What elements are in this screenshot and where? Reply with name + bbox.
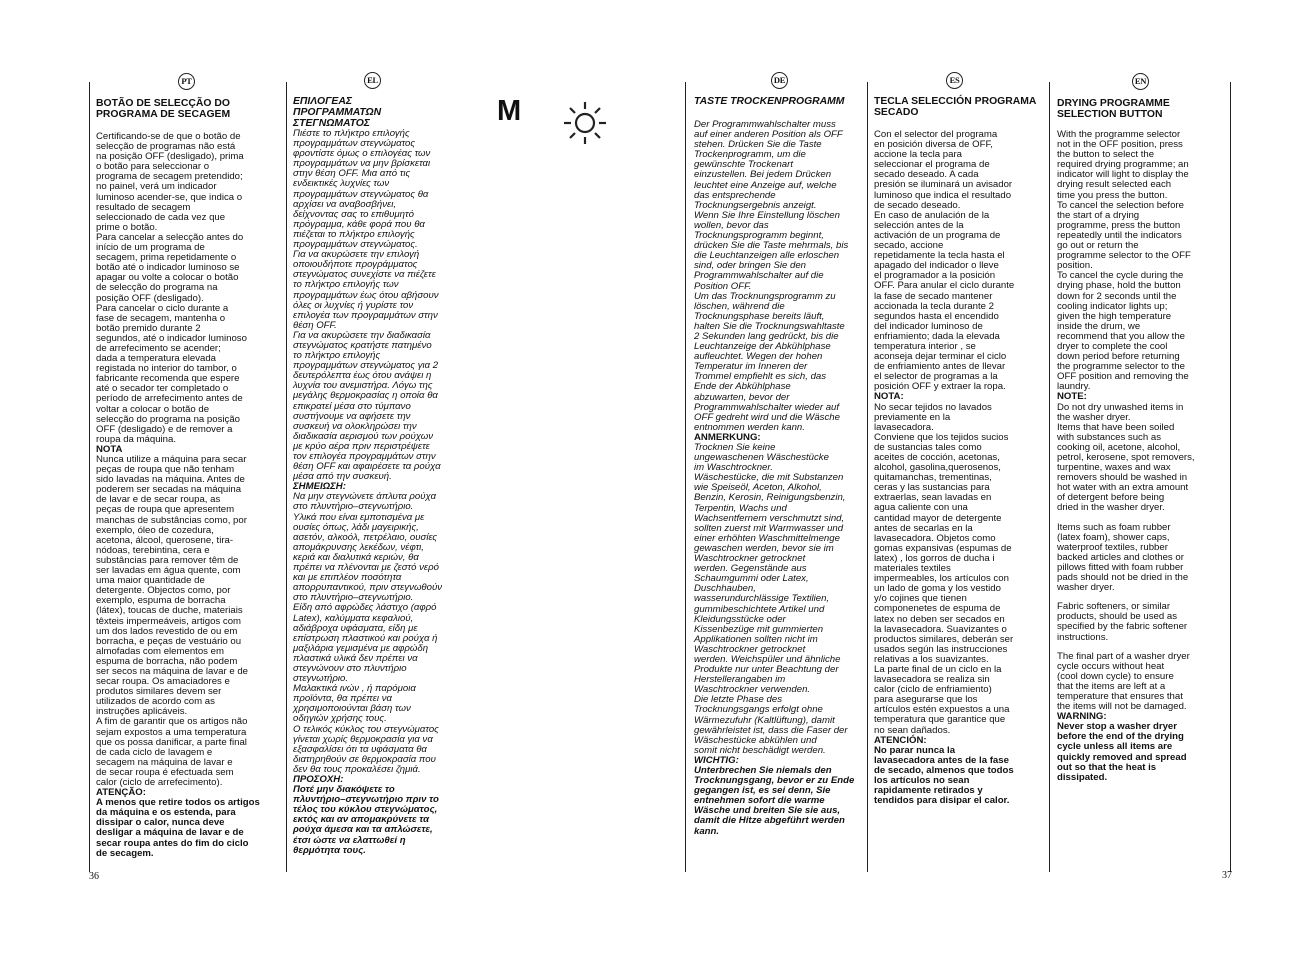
warning-label: ATENÇÃO:	[96, 787, 146, 799]
column-el	[293, 96, 469, 856]
column-rule	[1230, 82, 1231, 872]
column-pt	[96, 98, 282, 859]
note-body: Nunca utilize a máquina para secar peças de roupa que não tenham sido lavadas na máquina. Antes de poderem ser secadas na máquina de lavar e de secar roupa, as peças de roupa que apresentem manchas de substâncias como, por exemplo, óleo de cozedura, acetona, álcool, querosene, tira- nódoas, terebintina, cera e substâncias para remover têm de ser lavadas em água quente, com uma maior quantidade de detergente. Objectos como, por exemplo, espuma de borracha (látex), toucas de duche, materiais têxteis impermeáveis, artigos com um dos lados revestido de ou em borracha, e peças de vestuário ou almofadas com elementos em espuma de borracha, não podem ser secos na máquina de lavar e de secar roupa. Os amaciadores e produtos similares devem ser utilizados de acordo com as instruções aplicáveis. A fim de garantir que os artigos não sejam expostos a uma temperatura que os possa danificar, a parte final de cada ciclo de lavagem e secagem na máquina de lavar e de secar roupa é efectuada sem calor (ciclo de arrefecimento).	[96, 454, 248, 788]
warning-body: Unterbrechen Sie niemals den Trocknungsgang, bevor er zu Ende gegangen ist, es sei denn, Sie entnehmen sofort die warme Wäsche und breiten Sie sie aus, damit die Hitze abgeführt werden kann.	[694, 765, 855, 837]
page-number-right: 37	[1222, 870, 1232, 881]
warning-label: WARNING:	[1057, 711, 1107, 723]
column-rule	[1049, 82, 1050, 872]
column-rule	[685, 82, 686, 872]
note-body: Να μην στεγνώνετε άπλυτα ρούχα στο πλυντήριο–στεγνωτήριο. Υλικά που είναι εμποτισμένα με ουσίες όπως, λάδι μαγειρικής, ασετόν, αλκοόλ, πετρέλαιο, ουσίες απομάκρυνσης λεκέδων, νέφτι, κεριά και διαλυτικά κεριών, θα πρέπει να πλένονται με ζεστό νερό και με επιπλέον ποσότητα απορρυπαντικού, πριν στεγνωθούν στο πλυντήριο–στεγνωτήριο. Είδη από αφρώδες λάστιχο (αφρό Latex), καλύμματα κεφαλιού, αδιάβροχα υφάσματα, είδη με επίστρωση πλαστικού και ρούχα ή μαξιλάρια γεμισμένα με αφρώδη πλαστικά υλικά δεν πρέπει να στεγνώνουν στο πλυντήριο στεγνωτήριο. Μαλακτικά ινών , ή παρόμοια προϊόντα, θα πρέπει να χρησιμοποιούνται βάση των οδηγιών χρήσης τους. Ο τελικός κύκλος του στεγνώματος γίνεται χωρίς θερμοκρασία για να εξασφαλίσει ότι τα υφάσματα θα διατηρηθούν σε θερμοκρασία που δεν θα τους προκαλέσει ζημιά.	[293, 491, 443, 775]
warning-label: ATENCIÓN:	[874, 734, 927, 746]
column-rule	[867, 82, 868, 872]
section-body: Con el selector del programa en posición diversa de OFF, accione la tecla para seleccionar el programa de secado deseado. A cada presión se iluminará un avisador luminoso que indica el resultado de secado deseado. En caso de anulación de la selección antes de la activación de un programa de secado, accione repetidamente la tecla hasta el apagado del indicador o lleve el programador a la posición OFF. Para anular el ciclo durante la fase de secado mantener accionada la tecla durante 2 segundos hasta el encendido del indicador luminoso de enfriamiento; dada la elevada temperatura interior , se aconseja dejar terminar el ciclo de enfriamiento antes de llevar el selector de programas a la posición OFF y extraer la ropa.	[874, 129, 1015, 393]
column-rule	[286, 82, 287, 872]
section-title: ΕΠΙΛΟΓΕΑΣ ΠΡΟΓΡΑΜΜΑΤΩΝ ΣΤΕΓΝΩΜΑΤΟΣ	[293, 96, 382, 129]
language-badge-pt: PT	[178, 73, 195, 90]
note-label: ANMERKUNG:	[694, 431, 761, 443]
sun-icon	[562, 100, 608, 146]
section-body: Der Programmwahlschalter muss auf einer anderen Position als OFF stehen. Drücken Sie die Taste Trockenprogramm, um die gewünschte Trockenart einzustellen. Bei jedem Drücken leuchtet eine Anzeige auf, welche das entsprechende Trocknungsergebnis anzeigt. Wenn Sie Ihre Einstellung löschen wollen, bevor das Trocknungsprogramm beginnt, drücken Sie die Taste mehrmals, bis die Leuchtanzeigen alle erloschen sind, oder bringen Sie den Programmwahlschalter auf die Position OFF. Um das Trocknungsprogramm zu löschen, während die Trocknungsphase bereits läuft, halten Sie die Trocknungswahltaste 2 Sekunden lang gedrückt, bis die Leuchtanzeige der Abkühlphase aufleuchtet. Wegen der hohen Temperatur im Inneren der Trommel empfiehlt es sich, das Ende der Abkühlphase abzuwarten, bevor der Programmwahlschalter wieder auf OFF gedreht wird und die Wäsche entnommen werden kann.	[694, 119, 849, 433]
note-label: NOTA	[96, 443, 123, 455]
note-label: ΣΗΜΕΙΩΣΗ:	[293, 481, 346, 493]
note-body: The final part of a washer dryer cycle occurs without heat (cool down cycle) to ensure that the items are left at a temperature that ensures that the items will not be damaged.	[1057, 650, 1190, 713]
note-label: NOTA:	[874, 391, 904, 403]
warning-body: Never stop a washer dryer before the end of the drying cycle unless all items are quickly removed and spread out so that the heat is dissipated.	[1057, 721, 1187, 783]
language-badge-el: EL	[364, 72, 381, 89]
page-number-left: 36	[89, 871, 99, 882]
note-body: Fabric softeners, or similar products, should be used as specified by the fabric softener instructions.	[1057, 601, 1188, 643]
warning-label: ΠΡΟΣΟΧΗ:	[293, 774, 344, 785]
section-title: DRYING PROGRAMME SELECTION BUTTON	[1057, 98, 1170, 120]
column-rule	[89, 82, 90, 872]
column-es	[874, 96, 1046, 806]
programme-letter: M	[497, 95, 522, 127]
language-badge-en: EN	[1132, 73, 1149, 90]
section-body: Πιέστε το πλήκτρο επιλογής προγραμμάτων στεγνώματος φροντίστε όμως ο επιλογέας των προγραμμάτων να μην βρίσκεται στην θέση OFF. Μια από τις ενδεικτικές λυχνίες των προγραμμάτων στεγνώματος θα αρχίσει να αναβοσβήνει, δείχνοντας σας το επιθυμητό πρόγραμμα, κάθε φορά που θα πιέζεται το πλήκτρο επιλογής προγραμμάτων στεγνώματος. Για να ακυρώσετε την επιλογή οποιουδήποτε προγράμματος στεγνώματος συνεχίστε να πιέζετε το πλήκτρο επιλογής των προγραμμάτων έως ότου αβήσουν όλες οι λυχνίες ή γυρίστε τον επιλογέα των προγραμμάτων στην θέση OFF. Για να ακυρώσετε την διαδικασία στεγνώματος κρατήστε πατημένο το πλήκτρο επιλογής προγραμμάτων στεγνώματος για 2 δευτερόλεπτα έως ότου ανάψει η λυχνία του ανεμιστήρα. Λόγω της μεγάλης θερμοκρασίας η οποία θα επικρατεί μέσα στο τύμπανο συστήνουμε να αφήσετε την συσκευή να ολοκληρώσει την διαδικασία αερισμού των ρούχων με κρύο αέρα πριν περιστρέψετε τον επιλογέα προγραμμάτων στην θέση OFF και αφαιρέσετε τα ρούχα μέσα από την συσκευή.	[293, 128, 441, 483]
note-body: Do not dry unwashed items in the washer dryer. Items that have been soiled with substances such as cooking oil, acetone, alcohol, petrol, kerosene, spot removers, turpentine, waxes and wax removers should be washed in hot water with an extra amount of detergent before being dried in the washer dryer.	[1057, 401, 1195, 514]
language-badge-de: DE	[771, 72, 788, 89]
language-badge-es: ES	[946, 72, 963, 89]
note-body: No secar tejidos no lavados previamente en la lavasecadora. Conviene que los tejidos sucios de sustancias tales como aceites de cocción, acetonas, alcohol, gasolina,querosenos, quitamanchas, trementinas, ceras y las sustancias para extraerlas, sean lavadas en agua caliente con una cantidad mayor de detergente antes de secarlas en la lavasecadora. Objetos como gomas expansivas (espumas de latex) , los gorros de ducha i materiales textiles impermeables, los artículos con un lado de goma y los vestido y/o cojines que tienen componenetes de espuma de latex no deben ser secados en la lavasecadora. Suavizantes o productos similares, deberán ser usados según las instrucciones relativas a los suavizantes. La parte final de un ciclo en la lavasecadora se realiza sin calor (ciclo de enfriamiento) para asegurarse que los artículos estén expuestos a una temperatura que garantice que no sean dañados.	[874, 401, 1014, 736]
section-title: TASTE TROCKENPROGRAMM	[694, 96, 845, 107]
warning-body: Ποτέ μην διακόψετε το πλυντήριο–στεγνωτήριο πριν το τέλος του κύκλου στεγνώματος, εκτός και αν απομακρύνετε τα ρούχα άμεσα και τα απλώσετε, έτσι ώστε να ελαττωθεί η θερμότητα τους.	[293, 784, 439, 856]
section-body: Certificando-se de que o botão de selecção de programas não está na posição OFF (desligado), prima o botão para seleccionar o programa de secagem pretendido; no painel, verá um indicador luminoso acender-se, que indica o resultado de secagem seleccionado de cada vez que prime o botão. Para cancelar a selecção antes do início de um programa de secagem, prima repetidamente o botão até o indicador luminoso se apagar ou volte a colocar o botão de selecção do programa na posição OFF (desligado). Para cancelar o ciclo durante a fase de secagem, mantenha o botão premido durante 2 segundos, até o indicador luminoso de arrefecimento se acender; dada a temperatura elevada registada no interior do tambor, o fabricante recomenda que espere até o secador ter completado o período de arrefecimento antes de voltar a colocar o botão de selecção do programa na posição OFF (desligado) e de remover a roupa da máquina.	[96, 131, 247, 445]
section-title: TECLA SELECCIÓN PROGRAMA SECADO	[874, 96, 1037, 118]
warning-label: WICHTIG:	[694, 754, 739, 766]
section-title: BOTÃO DE SELECÇÃO DO PROGRAMA DE SECAGEM	[96, 98, 231, 120]
column-de	[694, 96, 862, 837]
column-en	[1057, 98, 1229, 783]
section-body: With the programme selector not in the OFF position, press the button to select the required drying programme; an indicator will light to display the drying result selected each time you press the button. To cancel the selection before the start of a drying programme, press the button repeatedly until the indicators go out or return the programme selector to the OFF position. To cancel the cycle during the drying phase, hold the button down for 2 seconds until the cooling indicator lights up; given the high temperature inside the drum, we recommend that you allow the dryer to complete the cool down period before returning the programme selector to the OFF position and removing the laundry.	[1057, 129, 1191, 393]
warning-body: A menos que retire todos os artigos da máquina e os estenda, para dissipar o calor, nunca deve desligar a máquina de lavar e de secar roupa antes do fim do ciclo de secagem.	[96, 797, 260, 859]
note-body: Trocknen Sie keine ungewaschenen Wäschestücke im Waschtrockner. Wäschestücke, die mit Substanzen wie Speiseöl, Aceton, Alkohol, Benzin, Kerosin, Reinigungsbenzin, Terpentin, Wachs und Wachsentfernern verschmutzt sind, sollten zuerst mit Warmwasser und einer erhöhten Waschmittelmenge gewaschen werden, bevor sie im Waschtrockner getrocknet werden. Gegenstände aus Schaumgummi oder Latex, Duschhauben, wasserundurchlässige Textilien, gummibeschichtete Artikel und Kleidungsstücke oder Kissenbezüge mit gummierten Applikationen sollten nicht im Waschtrockner getrocknet werden. Weichspüler und ähnliche Produkte nur unter Beachtung der Herstellerangaben im Waschtrockner verwenden. Die letzte Phase des Trocknungsgangs erfolgt ohne Wärmezufuhr (Kaltlüftung), damit gewährleistet ist, dass die Faser der Wäschestücke abkühlen und somit nicht beschädigt werden.	[694, 442, 848, 756]
note-body: Items such as foam rubber (latex foam), shower caps, waterproof textiles, rubber backed articles and clothes or pillows fitted with foam rubber pads should not be dried in the washer dryer.	[1057, 521, 1189, 594]
warning-body: No parar nunca la lavasecadora antes de la fase de secado, almenos que todos los artículos no sean rapidamente retirados y tendidos para disipar el calor.	[874, 744, 1014, 807]
note-label: NOTE:	[1057, 391, 1087, 403]
